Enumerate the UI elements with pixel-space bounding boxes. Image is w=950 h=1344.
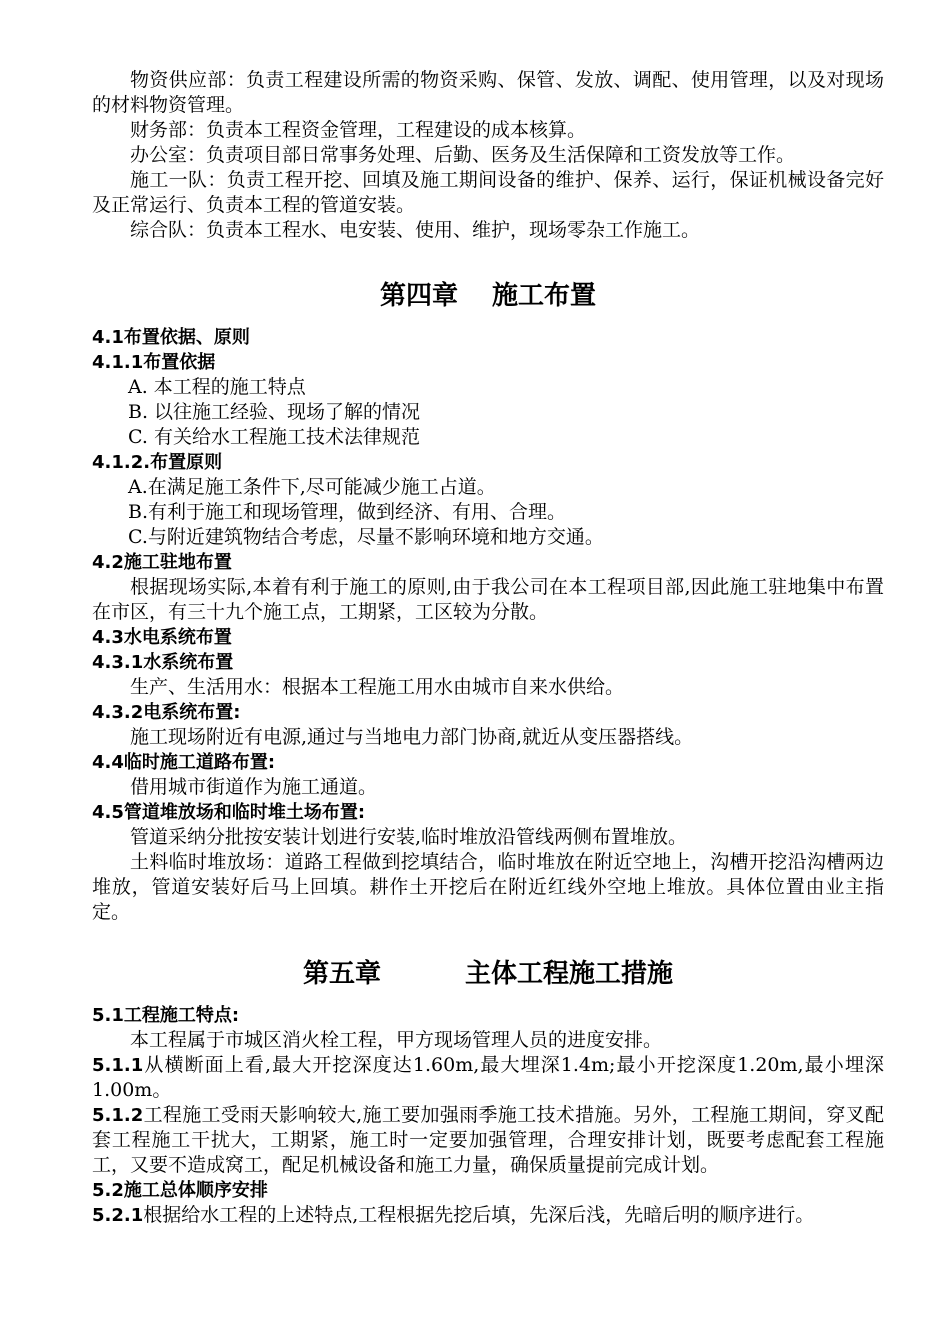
section-5-1-2-paragraph: [92, 1103, 884, 1178]
chapter-5-number: 第五章: [302, 959, 381, 989]
section-5-2-1-paragraph: [92, 1203, 884, 1228]
section-4-2-heading: 4.2施工驻地布置: [92, 552, 232, 573]
section-5-1-heading: 5.1工程施工特点:: [92, 1005, 240, 1026]
section-5-1-2-text: 工程施工受雨天影响较大,施工要加强雨季施工技术措施。另外，工程施工期间，穿叉配套工程施工干扰大，工期紧，施工时一定要加强管理，合理安排计划，既要考虑配套工程施工，又要不造成窝工，配足机械设备和施工力量，确保质量提前完成计划。: [92, 1104, 884, 1176]
section-5-2-1-text: 根据给水工程的上述特点,工程根据先挖后填，先深后浅，先暗后明的顺序进行。: [143, 1204, 815, 1226]
section-5-1-1-number: 5.1.1: [92, 1055, 144, 1076]
paragraph-finance-dept: 财务部：负责本工程资金管理，工程建设的成本核算。: [130, 119, 587, 141]
section-5-1-1-text: 从横断面上看,最大开挖深度达1.60m,最大埋深1.4m;最小开挖深度1.20m,最小埋深1.00m。: [92, 1054, 884, 1101]
list-item: C.与附近建筑物结合考虑，尽量不影响环境和地方交通。: [128, 526, 604, 548]
list-item: A.在满足施工条件下,尽可能减少施工占道。: [128, 476, 496, 498]
section-4-3-2-text: 施工现场附近有电源,通过与当地电力部门协商,就近从变压器搭线。: [130, 726, 694, 748]
section-4-3-heading: 4.3水电系统布置: [92, 627, 232, 648]
list-item: A. 本工程的施工特点: [128, 376, 306, 398]
section-4-5-text-2: 土料临时堆放场：道路工程做到挖填结合，临时堆放在附近空地上，沟槽开挖沿沟槽两边堆放，管道安装好后马上回填。耕作土开挖后在附近红线外空地上堆放。具体位置由业主指定。: [92, 851, 884, 923]
chapter-4-title: [92, 279, 884, 313]
section-4-1-heading: 4.1布置依据、原则: [92, 327, 250, 348]
paragraph-office: 办公室：负责项目部日常事务处理、后勤、医务及生活保障和工资发放等工作。: [130, 144, 796, 166]
section-4-2-text: 根据现场实际,本着有利于施工的原则,由于我公司在本工程项目部,因此施工驻地集中布置在市区，有三十九个施工点，工期紧，工区较为分散。: [92, 576, 884, 623]
section-5-2-1-number: 5.2.1: [92, 1205, 144, 1226]
section-5-1-1-paragraph: [92, 1053, 884, 1103]
section-4-3-1-heading: 4.3.1水系统布置: [92, 652, 234, 673]
chapter-4-number: 第四章: [379, 281, 458, 311]
section-5-1-2-number: 5.1.2: [92, 1105, 144, 1126]
paragraph-general-team: 综合队：负责本工程水、电安装、使用、维护，现场零杂工作施工。: [130, 219, 701, 241]
chapter-5-title: [92, 957, 884, 991]
section-4-3-1-text: 生产、生活用水：根据本工程施工用水由城市自来水供给。: [130, 676, 625, 698]
section-4-1-1-heading: 4.1.1布置依据: [92, 352, 216, 373]
section-4-3-2-heading: 4.3.2电系统布置:: [92, 702, 241, 723]
paragraph-team-one: 施工一队：负责工程开挖、回填及施工期间设备的维护、保养、运行，保证机械设备完好及正常运行、负责本工程的管道安装。: [92, 169, 884, 216]
chapter-4-name: 施工布置: [492, 281, 597, 311]
paragraph-supply-dept: 物资供应部：负责工程建设所需的物资采购、保管、发放、调配、使用管理，以及对现场的材料物资管理。: [92, 69, 884, 116]
section-4-1-2-heading: 4.1.2.布置原则: [92, 452, 223, 473]
section-4-4-text: 借用城市街道作为施工通道。: [130, 776, 378, 798]
chapter-5-name: 主体工程施工措施: [465, 959, 674, 989]
list-item: B. 以往施工经验、现场了解的情况: [128, 401, 421, 423]
list-item: C. 有关给水工程施工技术法律规范: [128, 426, 420, 448]
section-4-5-text-1: 管道采纳分批按安装计划进行安装,临时堆放沿管线两侧布置堆放。: [130, 826, 688, 848]
section-5-1-text: 本工程属于市城区消火栓工程，甲方现场管理人员的进度安排。: [130, 1029, 663, 1051]
list-item: B.有利于施工和现场管理，做到经济、有用、合理。: [128, 501, 567, 523]
section-5-2-heading: 5.2施工总体顺序安排: [92, 1180, 268, 1201]
section-4-5-heading: 4.5管道堆放场和临时堆土场布置:: [92, 802, 366, 823]
section-4-4-heading: 4.4临时施工道路布置:: [92, 752, 276, 773]
